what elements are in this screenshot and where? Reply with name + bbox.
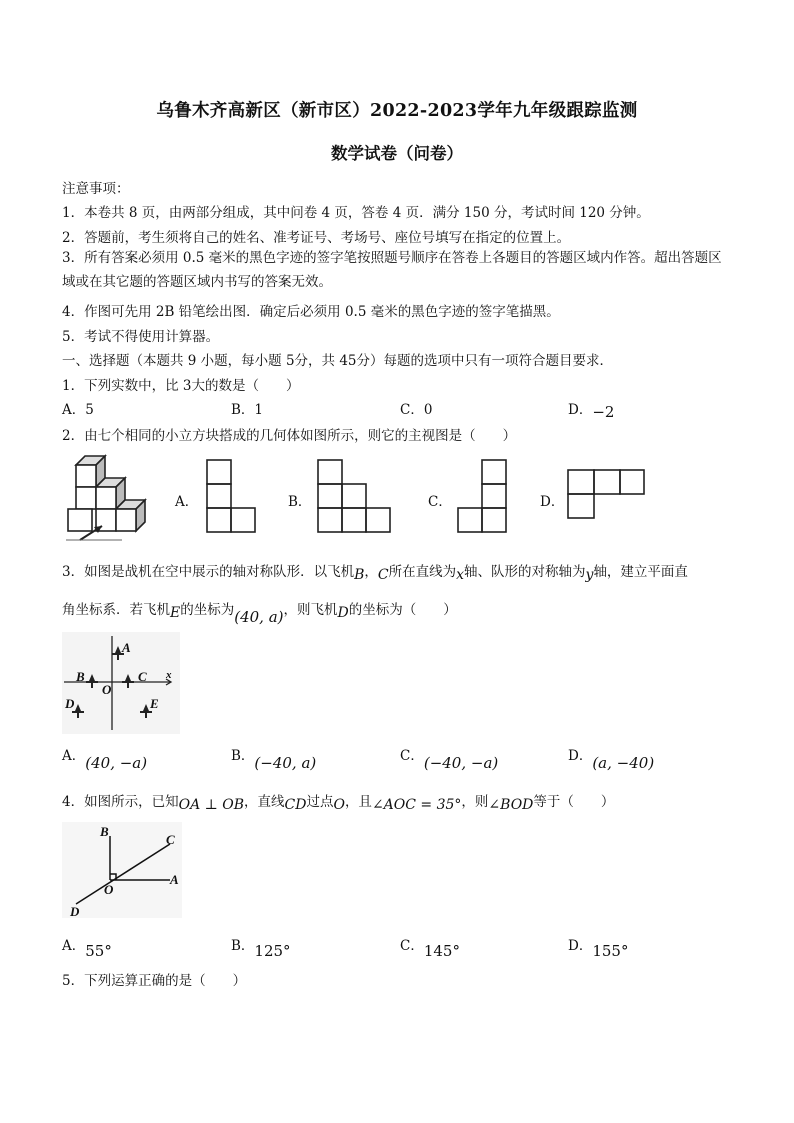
q3-text-2b: 的坐标为 [180,602,235,618]
q2-stem: 2．由七个相同的小立方块搭成的几何体如图所示，则它的主视图是（ ） [62,428,517,444]
q5-stem: 5．下列运算正确的是（ ） [62,973,247,989]
q4-option-a-value: 55° [85,942,112,960]
q1-option-b: B．1 [231,402,264,418]
q3-label-d: D [65,696,75,711]
q3-var-e: E [170,605,181,621]
note-item-1: 1．本卷共 8 页，由两部分组成，其中问卷 4 页，答卷 4 页．满分 150 分，考试时间 120 分钟。 [62,205,650,221]
q4-text-b: ，直线 [244,794,285,810]
q3-var-b: B [354,567,365,583]
q4-line-cd: CD [284,797,307,813]
q4-option-a [62,934,112,960]
q3-label-b: B [76,669,85,684]
q2-option-d-figure [566,468,646,524]
q4-text-d: ，且 [344,794,372,810]
note-item-2: 2．答题前，考生须将自己的姓名、准考证号、考场号、座位号填写在指定的位置上。 [62,230,571,246]
q3-label-x: x [166,669,172,681]
q2-option-a-figure [205,458,257,536]
q3-option-b-value: (−40, a) [254,754,317,772]
q4-option-c [400,934,460,960]
q4-cond-angle: ∠AOC = 35° [371,797,462,813]
q4-label-c: C [166,832,175,847]
q4-stem [62,790,615,813]
q4-text-a: 4．如图所示，已知 [62,794,179,810]
q2-option-a-label: A． [175,494,199,510]
q2-option-b-figure [316,458,394,536]
q4-option-d-label: D． [568,938,593,954]
q4-angle-figure [62,822,182,918]
q4-label-a: A [170,872,179,887]
q3-option-c-value: (−40, −a) [423,754,499,772]
q4-label-o: O [104,882,114,897]
q3-var-x: x [456,567,465,583]
q3-var-c: C [377,567,389,583]
q4-option-b-value: 125° [254,942,291,960]
q3-line-2 [62,598,457,626]
q3-label-o: O [102,682,112,697]
q3-option-a-value: (40, −a) [85,754,148,772]
q3-label-a: A [122,640,131,655]
q3-text-2a: 角坐标系．若飞机 [62,602,170,618]
section1-heading: 一、选择题（本题共 9 小题，每小题 5分，共 45分）每题的选项中只有一项符合题目要求． [62,353,614,369]
q3-coord-e: (40, a) [234,608,284,626]
q4-text-e: ，则 [461,794,489,810]
q3-option-d-label: D． [568,748,593,764]
q3-var-y: y [585,567,594,583]
q1-option-a: A．5 [62,402,94,418]
q3-option-b [231,744,317,772]
exam-subtitle: 数学试卷（问卷） [331,144,463,163]
q4-text-f: 等于（ ） [533,794,615,810]
q3-text-1d: 轴，建立平面直 [593,564,688,580]
q4-option-d-value: 155° [592,942,629,960]
q4-option-b [231,934,291,960]
q3-text-2c: ，则飞机 [283,602,338,618]
q3-option-a-label: A． [62,748,86,764]
q2-solid-figure [62,452,160,544]
q2-option-c-figure [456,458,508,536]
q4-option-d [568,934,629,960]
q4-cond-perpendicular: OA ⊥ OB [178,797,245,813]
q3-sep: ， [364,564,378,580]
q4-point-o: O [333,797,345,813]
q3-option-c-label: C． [400,748,424,764]
q4-text-c: 过点 [306,794,334,810]
q4-option-a-label: A． [62,938,86,954]
q4-option-c-value: 145° [423,942,460,960]
q1-option-c: C．0 [400,402,433,418]
note-item-4: 4．作图可先用 2B 铅笔绘出图．确定后必须用 0.5 毫米的黑色字迹的签字笔描黑。 [62,304,560,320]
exam-title: 乌鲁木齐高新区（新市区）2022-2023学年九年级跟踪监测 [156,101,638,121]
q4-option-b-label: B． [231,938,255,954]
q2-option-b-label: B． [288,494,312,510]
q3-option-a [62,744,148,772]
q3-option-c [400,744,499,772]
q3-line-1 [62,560,688,583]
q1-option-d-math: −2 [592,403,615,421]
q4-option-c-label: C． [400,938,424,954]
q3-text-1b: 所在直线为 [388,564,457,580]
q4-label-b: B [100,824,109,839]
note-item-3: 3．所有答案必须用 0.5 毫米的黑色字迹的签字笔按照题号顺序在答卷上各题目的答题区域内作答。超出答题区域或在其它题的答题区域内书写的答案无效。 [62,250,722,290]
note-item-5: 5．考试不得使用计算器。 [62,329,220,345]
q3-text-2d: 的坐标为（ ） [348,602,457,618]
q4-label-d: D [70,904,80,918]
q1-option-d-label: D． [568,402,593,418]
q3-text-1a: 3．如图是战机在空中展示的轴对称队形．以飞机 [62,564,355,580]
q4-target-angle: ∠BOD [488,797,534,813]
q3-label-c: C [138,669,147,684]
q3-formation-figure [62,632,180,734]
q3-var-d: D [337,605,349,621]
q2-option-c-label: C． [428,494,452,510]
q1-stem: 1．下列实数中，比 3大的数是（ ） [62,378,300,394]
notes-heading: 注意事项： [62,181,130,197]
q3-option-d [568,744,655,772]
q1-option-d [568,398,615,421]
q3-text-1c: 轴、队形的对称轴为 [464,564,586,580]
q3-label-e: E [150,696,159,711]
q2-option-d-label: D． [540,494,565,510]
q3-option-d-value: (a, −40) [592,754,655,772]
q3-option-b-label: B． [231,748,255,764]
